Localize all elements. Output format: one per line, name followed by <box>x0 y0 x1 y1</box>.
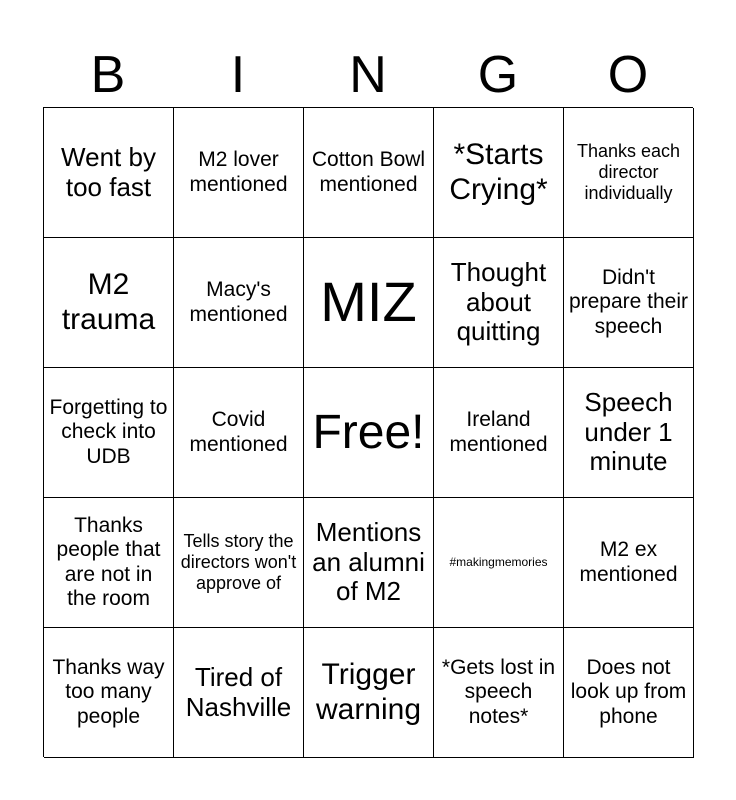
bingo-cell[interactable]: Cotton Bowl mentioned <box>304 108 434 238</box>
bingo-cell[interactable]: Thanks people that are not in the room <box>44 498 174 628</box>
bingo-cell[interactable]: Does not look up from phone <box>564 628 694 758</box>
bingo-board <box>43 107 693 757</box>
bingo-cell[interactable]: *Starts Crying* <box>434 108 564 238</box>
bingo-cell[interactable]: Thought about quitting <box>434 238 564 368</box>
bingo-cell[interactable]: Didn't prepare their speech <box>564 238 694 368</box>
header-letter-g: G <box>477 46 519 104</box>
bingo-cell[interactable]: M2 ex mentioned <box>564 498 694 628</box>
header-letter-b: B <box>90 46 126 104</box>
bingo-cell[interactable]: Thanks each director individually <box>564 108 694 238</box>
bingo-cell[interactable]: Went by too fast <box>44 108 174 238</box>
bingo-cell[interactable]: Forgetting to check into UDB <box>44 368 174 498</box>
bingo-cell[interactable]: Covid mentioned <box>174 368 304 498</box>
bingo-cell[interactable]: Macy's mentioned <box>174 238 304 368</box>
bingo-cell[interactable]: *Gets lost in speech notes* <box>434 628 564 758</box>
bingo-cell[interactable]: Ireland mentioned <box>434 368 564 498</box>
bingo-cell[interactable]: Trigger warning <box>304 628 434 758</box>
bingo-cell[interactable]: Thanks way too many people <box>44 628 174 758</box>
bingo-cell[interactable]: #makingmemories <box>434 498 564 628</box>
bingo-cell[interactable]: Tired of Nashville <box>174 628 304 758</box>
header-letter-n: N <box>349 46 387 104</box>
free-space-cell[interactable]: Free! <box>304 368 434 498</box>
header-letter-o: O <box>607 46 649 104</box>
header-letter-i: I <box>230 46 246 104</box>
bingo-cell[interactable]: MIZ <box>304 238 434 368</box>
bingo-cell[interactable]: M2 trauma <box>44 238 174 368</box>
bingo-cell[interactable]: Tells story the directors won't approve of <box>174 498 304 628</box>
bingo-cell[interactable]: M2 lover mentioned <box>174 108 304 238</box>
bingo-cell[interactable]: Speech under 1 minute <box>564 368 694 498</box>
bingo-cell[interactable]: Mentions an alumni of M2 <box>304 498 434 628</box>
bingo-header <box>43 42 693 108</box>
